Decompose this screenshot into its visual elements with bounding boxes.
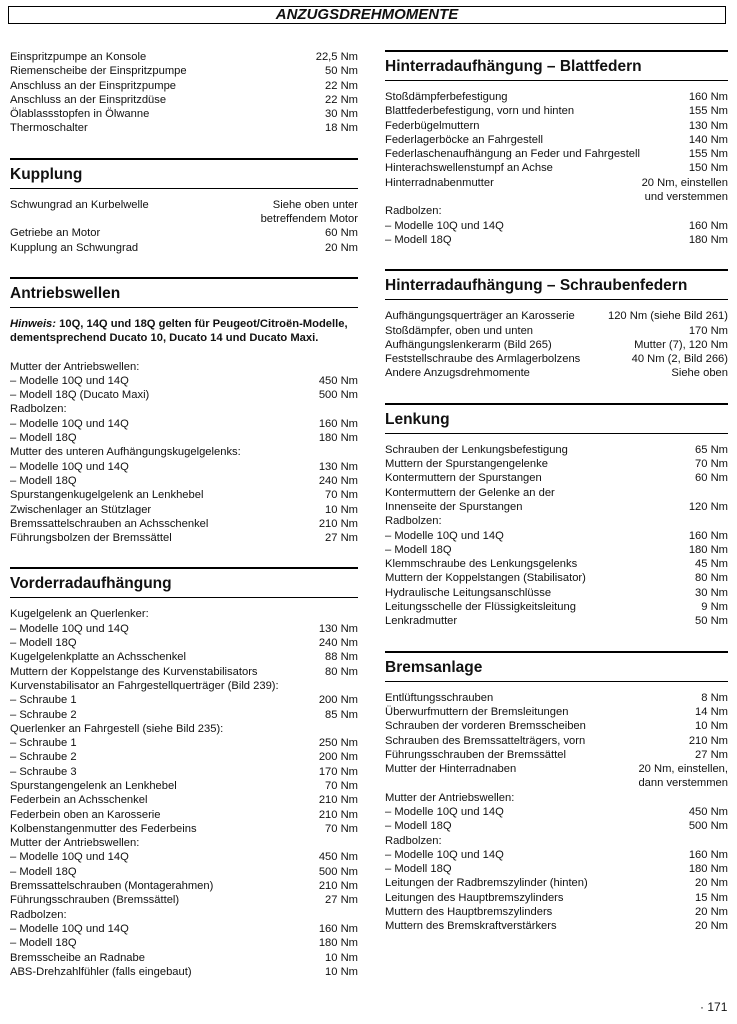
torque-row	[10, 388, 358, 402]
torque-label: – Modelle 10Q und 14Q	[10, 417, 129, 430]
torque-row	[10, 64, 358, 78]
torque-value: 18 Nm	[325, 122, 358, 135]
torque-row	[10, 879, 358, 893]
torque-row	[385, 734, 728, 748]
torque-row	[10, 650, 358, 664]
torque-row	[385, 614, 728, 628]
torque-label: Stoßdämpfer, oben und unten	[385, 324, 534, 337]
torque-row	[385, 104, 728, 118]
torque-label: – Modelle 10Q und 14Q	[10, 460, 129, 473]
torque-row	[385, 529, 728, 543]
torque-value: 155 Nm	[688, 148, 728, 161]
torque-value: 130 Nm	[318, 622, 358, 635]
torque-value: 160 Nm	[688, 529, 728, 542]
torque-row	[10, 722, 358, 736]
torque-label: Anschluss an der Einspritzdüse	[10, 93, 167, 106]
torque-row	[385, 219, 728, 233]
torque-row	[10, 679, 358, 693]
torque-label: Kontermuttern der Spurstangen	[385, 472, 542, 485]
torque-value: 210 Nm	[318, 808, 358, 821]
section-heading: Lenkung	[385, 403, 728, 434]
torque-value: 40 Nm (2, Bild 266)	[631, 353, 728, 366]
torque-section	[385, 269, 728, 380]
torque-row	[10, 374, 358, 388]
torque-value: 450 Nm	[318, 374, 358, 387]
torque-label: – Modelle 10Q und 14Q	[10, 622, 129, 635]
torque-label: Schwungrad an Kurbelwelle	[10, 198, 149, 211]
torque-label: – Modelle 10Q und 14Q	[385, 848, 504, 861]
torque-value: 170 Nm	[688, 324, 728, 337]
torque-row	[10, 665, 358, 679]
torque-row	[10, 488, 358, 502]
torque-label: – Modell 18Q	[10, 937, 77, 950]
torque-value: 10 Nm	[325, 503, 358, 516]
torque-value: 65 Nm	[695, 443, 728, 456]
torque-label: Federbein an Achsschenkel	[10, 794, 148, 807]
torque-label: Führungsschrauben der Bremssättel	[385, 748, 566, 761]
torque-row	[10, 908, 358, 922]
torque-label: – Modell 18Q	[385, 863, 452, 876]
section-heading: Hinterradaufhängung – Blattfedern	[385, 50, 728, 81]
torque-label: Aufhängungsquerträger an Karosserie	[385, 310, 575, 323]
torque-value: 9 Nm	[701, 601, 728, 614]
torque-row	[385, 762, 728, 791]
torque-row	[385, 876, 728, 890]
torque-row	[385, 133, 728, 147]
torque-value: 210 Nm	[318, 794, 358, 807]
torque-row	[385, 500, 728, 514]
page-title: ANZUGSDREHMOMENTE	[8, 6, 726, 24]
torque-value: 20 Nm	[695, 920, 728, 933]
torque-label: Bremsscheibe an Radnabe	[10, 951, 145, 964]
torque-value: 180 Nm	[318, 937, 358, 950]
torque-row	[385, 791, 728, 805]
section-heading: Vorderradaufhängung	[10, 567, 358, 598]
torque-value: 240 Nm	[318, 474, 358, 487]
torque-label: Radbolzen:	[385, 515, 442, 528]
torque-label: – Modelle 10Q und 14Q	[10, 374, 129, 387]
torque-row	[10, 107, 358, 121]
torque-value: 45 Nm	[695, 558, 728, 571]
torque-value: 450 Nm	[688, 805, 728, 818]
page-number-value: 171	[707, 1000, 728, 1014]
torque-row	[10, 474, 358, 488]
torque-label: Anschluss an der Einspritzpumpe	[10, 79, 177, 92]
torque-row	[385, 905, 728, 919]
torque-row	[10, 79, 358, 93]
torque-row	[10, 622, 358, 636]
torque-label: Andere Anzugsdrehmomente	[385, 367, 530, 380]
torque-row	[385, 600, 728, 614]
torque-label: Mutter der Antriebswellen:	[10, 360, 140, 373]
torque-value: 30 Nm	[325, 108, 358, 121]
torque-label: Federlagerböcke an Fahrgestell	[385, 133, 543, 146]
torque-label: Schrauben der vorderen Bremsscheiben	[385, 720, 586, 733]
torque-value: 150 Nm	[688, 162, 728, 175]
torque-value: 20 Nm, einstellen und verstemmen	[641, 176, 728, 204]
torque-value: 120 Nm	[688, 500, 728, 513]
torque-row	[10, 431, 358, 445]
torque-label: – Schraube 3	[10, 765, 77, 778]
torque-label: Riemenscheibe der Einspritzpumpe	[10, 65, 187, 78]
torque-label: Muttern des Hauptbremszylinders	[385, 906, 553, 919]
torque-row	[385, 338, 728, 352]
torque-value: 160 Nm	[688, 848, 728, 861]
torque-row	[385, 233, 728, 247]
torque-row	[10, 750, 358, 764]
torque-value: 27 Nm	[325, 894, 358, 907]
torque-row	[10, 607, 358, 621]
torque-label: Innenseite der Spurstangen	[385, 500, 523, 513]
torque-label: Muttern des Bremskraftverstärkers	[385, 920, 557, 933]
note-text: 10Q, 14Q und 18Q gelten für Peugeot/Citroën-Modelle, dementsprechend Ducato 10, Ducato 14 und Ducato Maxi.	[10, 317, 348, 345]
torque-value: 500 Nm	[318, 865, 358, 878]
torque-label: – Modell 18Q	[10, 474, 77, 487]
torque-label: Zwischenlager an Stützlager	[10, 503, 152, 516]
torque-value: 180 Nm	[688, 233, 728, 246]
torque-row	[385, 805, 728, 819]
section-heading: Hinterradaufhängung – Schraubenfedern	[385, 269, 728, 300]
torque-section	[10, 567, 358, 979]
torque-row	[385, 147, 728, 161]
torque-value: 500 Nm	[318, 389, 358, 402]
torque-value: 20 Nm, einstellen, dann verstemmen	[638, 763, 728, 790]
torque-row	[10, 822, 358, 836]
torque-value: 20 Nm	[325, 241, 358, 254]
torque-label: Stoßdämpferbefestigung	[385, 91, 508, 103]
torque-value: 210 Nm	[688, 734, 728, 747]
torque-row	[10, 765, 358, 779]
torque-row	[385, 557, 728, 571]
torque-label: – Modell 18Q	[385, 233, 452, 246]
torque-value: 180 Nm	[688, 863, 728, 876]
torque-label: – Schraube 2	[10, 708, 77, 721]
torque-section	[385, 403, 728, 629]
torque-row	[10, 198, 358, 227]
torque-label: Ölablassstopfen in Ölwanne	[10, 108, 150, 121]
torque-row	[10, 531, 358, 545]
torque-label: Mutter der Hinterradnaben	[385, 763, 517, 776]
torque-label: Kugelgelenk an Querlenker:	[10, 608, 149, 621]
torque-row	[385, 161, 728, 175]
torque-value: 10 Nm	[325, 951, 358, 964]
torque-label: Spurstangenkugelgelenk an Lenkhebel	[10, 489, 204, 502]
torque-label: Führungsbolzen der Bremssättel	[10, 532, 172, 545]
torque-value: 180 Nm	[318, 432, 358, 445]
torque-row	[385, 352, 728, 366]
torque-row	[385, 90, 728, 104]
torque-label: Muttern der Spurstangengelenke	[385, 458, 548, 471]
torque-label: Federlaschenaufhängung an Feder und Fahrgestell	[385, 148, 641, 161]
torque-row	[10, 865, 358, 879]
torque-label: Radbolzen:	[10, 403, 67, 416]
torque-row	[385, 324, 728, 338]
torque-value: 30 Nm	[695, 586, 728, 599]
torque-value: 22 Nm	[325, 79, 358, 92]
torque-row	[10, 517, 358, 531]
torque-row	[385, 891, 728, 905]
torque-row	[385, 176, 728, 205]
torque-row	[385, 834, 728, 848]
torque-label: – Modell 18Q	[10, 865, 77, 878]
torque-value: 8 Nm	[701, 691, 728, 704]
torque-value: 160 Nm	[688, 219, 728, 232]
torque-row	[10, 836, 358, 850]
torque-value: 85 Nm	[325, 708, 358, 721]
torque-label: Radbolzen:	[385, 205, 442, 218]
torque-label: Hinterradnabenmutter	[385, 176, 494, 189]
torque-label: Feststellschraube des Armlagerbolzens	[385, 353, 581, 366]
torque-value: 130 Nm	[318, 460, 358, 473]
torque-value: 500 Nm	[688, 820, 728, 833]
torque-label: Schrauben der Lenkungsbefestigung	[385, 443, 568, 456]
torque-row	[10, 93, 358, 107]
torque-label: Federbein oben an Karosserie	[10, 808, 161, 821]
torque-label: – Modell 18Q	[385, 820, 452, 833]
torque-row	[10, 417, 358, 431]
torque-section	[385, 50, 728, 247]
torque-label: Thermoschalter	[10, 122, 88, 135]
torque-value: 50 Nm	[695, 615, 728, 628]
torque-row	[10, 736, 358, 750]
torque-value: 155 Nm	[688, 105, 728, 118]
torque-label: Aufhängungslenkerarm (Bild 265)	[385, 338, 552, 351]
torque-value: 130 Nm	[688, 119, 728, 132]
torque-label: Lenkradmutter	[385, 615, 458, 628]
torque-label: Getriebe an Motor	[10, 227, 101, 240]
torque-label: Leitungen der Radbremszylinder (hinten)	[385, 877, 588, 890]
torque-value: 50 Nm	[325, 65, 358, 78]
torque-label: – Schraube 2	[10, 751, 77, 764]
torque-row	[10, 636, 358, 650]
torque-row	[385, 691, 728, 705]
note-label: Hinweis:	[10, 317, 57, 330]
torque-value: 240 Nm	[318, 637, 358, 650]
torque-label: Muttern der Koppelstangen (Stabilisator)	[385, 572, 586, 585]
torque-label: – Modell 18Q	[10, 432, 77, 445]
torque-label: Muttern der Koppelstange des Kurvenstabilisators	[10, 665, 258, 678]
torque-label: Leitungsschelle der Flüssigkeitsleitung	[385, 601, 576, 614]
torque-row	[385, 748, 728, 762]
right-column	[385, 50, 728, 956]
torque-label: Überwurfmuttern der Bremsleitungen	[385, 705, 569, 718]
torque-row	[10, 503, 358, 517]
torque-value: 70 Nm	[695, 458, 728, 471]
torque-section	[10, 50, 358, 136]
torque-section	[385, 651, 728, 934]
torque-row	[385, 514, 728, 528]
torque-row	[385, 705, 728, 719]
section-heading: Kupplung	[10, 158, 358, 189]
torque-value: 200 Nm	[318, 751, 358, 764]
torque-label: Einspritzpumpe an Konsole	[10, 51, 147, 63]
torque-row	[10, 850, 358, 864]
torque-row	[10, 779, 358, 793]
torque-value: Siehe oben unter betreffendem Motor	[260, 198, 358, 226]
torque-row	[10, 965, 358, 979]
torque-label: Bremssattelschrauben (Montagerahmen)	[10, 880, 214, 893]
torque-value: 27 Nm	[695, 748, 728, 761]
torque-row	[385, 204, 728, 218]
torque-row	[10, 445, 358, 459]
torque-label: – Modelle 10Q und 14Q	[385, 805, 504, 818]
torque-row	[385, 919, 728, 933]
torque-value: 160 Nm	[318, 922, 358, 935]
torque-row	[10, 922, 358, 936]
torque-value: 160 Nm	[318, 417, 358, 430]
torque-row	[10, 808, 358, 822]
torque-row	[385, 366, 728, 380]
torque-label: Blattfederbefestigung, vorn und hinten	[385, 105, 575, 118]
torque-value: 140 Nm	[688, 133, 728, 146]
torque-label: Spurstangengelenk an Lenkhebel	[10, 779, 177, 792]
torque-row	[10, 708, 358, 722]
torque-row	[385, 443, 728, 457]
torque-label: Kugelgelenkplatte an Achsschenkel	[10, 651, 187, 664]
torque-label: Federbügelmuttern	[385, 119, 480, 132]
torque-label: Klemmschraube des Lenkungsgelenks	[385, 558, 578, 571]
torque-value: 160 Nm	[688, 91, 728, 103]
torque-section	[10, 277, 358, 545]
torque-label: Kontermuttern der Gelenke an der	[385, 486, 555, 499]
torque-label: – Modell 18Q	[385, 543, 452, 556]
torque-value: 27 Nm	[325, 532, 358, 545]
torque-value: 120 Nm (siehe Bild 261)	[607, 310, 728, 323]
torque-value: 70 Nm	[325, 779, 358, 792]
torque-row	[10, 226, 358, 240]
torque-row	[385, 457, 728, 471]
torque-value: 200 Nm	[318, 694, 358, 707]
page-number: · 171	[700, 1000, 728, 1014]
torque-row	[10, 793, 358, 807]
torque-row	[385, 848, 728, 862]
torque-label: – Modell 18Q	[10, 637, 77, 650]
torque-row	[10, 50, 358, 64]
torque-value: 10 Nm	[695, 720, 728, 733]
torque-row	[385, 862, 728, 876]
torque-row	[385, 543, 728, 557]
torque-row	[385, 586, 728, 600]
torque-value: 88 Nm	[325, 651, 358, 664]
torque-label: Mutter der Antriebswellen:	[10, 837, 140, 850]
torque-label: Mutter des unteren Aufhängungskugelgelenks:	[10, 446, 241, 459]
torque-row	[385, 309, 728, 323]
torque-row	[10, 121, 358, 135]
torque-label: Kolbenstangenmutter des Federbeins	[10, 822, 197, 835]
torque-value: Mutter (7), 120 Nm	[634, 338, 728, 351]
torque-row	[385, 119, 728, 133]
torque-label: Leitungen des Hauptbremszylinders	[385, 891, 564, 904]
torque-label: Schrauben des Bremssattelträgers, vorn	[385, 734, 586, 747]
torque-value: 180 Nm	[688, 543, 728, 556]
torque-value: 70 Nm	[325, 489, 358, 502]
torque-value: 210 Nm	[318, 880, 358, 893]
torque-label: Hydraulische Leitungsanschlüsse	[385, 586, 552, 599]
torque-label: – Modelle 10Q und 14Q	[385, 529, 504, 542]
section-heading: Antriebswellen	[10, 277, 358, 308]
torque-value: 80 Nm	[695, 572, 728, 585]
torque-value: 10 Nm	[325, 965, 358, 978]
torque-value: 14 Nm	[695, 705, 728, 718]
torque-value: 60 Nm	[695, 472, 728, 485]
torque-row	[10, 402, 358, 416]
torque-value: 20 Nm	[695, 906, 728, 919]
torque-label: Hinterachswellenstumpf an Achse	[385, 162, 553, 175]
torque-value: 170 Nm	[318, 765, 358, 778]
section-heading: Bremsanlage	[385, 651, 728, 682]
torque-row	[385, 571, 728, 585]
torque-label: – Modelle 10Q und 14Q	[10, 922, 129, 935]
torque-row	[10, 693, 358, 707]
torque-row	[10, 360, 358, 374]
torque-value: 250 Nm	[318, 737, 358, 750]
torque-label: Radbolzen:	[10, 908, 67, 921]
torque-value: 210 Nm	[318, 517, 358, 530]
torque-value: 60 Nm	[325, 227, 358, 240]
torque-value: Siehe oben	[671, 367, 728, 380]
torque-value: 450 Nm	[318, 851, 358, 864]
torque-label: Kupplung an Schwungrad	[10, 241, 139, 254]
torque-label: Querlenker an Fahrgestell (siehe Bild 235):	[10, 722, 224, 735]
torque-section	[10, 158, 358, 255]
left-column	[10, 50, 358, 1001]
torque-value: 80 Nm	[325, 665, 358, 678]
torque-label: – Modell 18Q (Ducato Maxi)	[10, 389, 150, 402]
torque-label: – Schraube 1	[10, 737, 77, 750]
torque-label: – Schraube 1	[10, 694, 77, 707]
torque-row	[385, 819, 728, 833]
torque-value: 15 Nm	[695, 891, 728, 904]
torque-value: 20 Nm	[695, 877, 728, 890]
torque-row	[385, 471, 728, 485]
torque-label: – Modelle 10Q und 14Q	[10, 851, 129, 864]
torque-row	[385, 486, 728, 500]
section-note	[10, 317, 358, 346]
torque-label: Kurvenstabilisator an Fahrgestellquerträger (Bild 239):	[10, 679, 279, 692]
torque-row	[10, 936, 358, 950]
torque-row	[385, 719, 728, 733]
torque-value: 70 Nm	[325, 822, 358, 835]
torque-row	[10, 241, 358, 255]
torque-value: 22 Nm	[325, 93, 358, 106]
torque-label: Radbolzen:	[385, 834, 442, 847]
torque-label: Führungsschrauben (Bremssättel)	[10, 894, 180, 907]
torque-row	[10, 951, 358, 965]
torque-label: Mutter der Antriebswellen:	[385, 791, 515, 804]
torque-label: Entlüftungsschrauben	[385, 691, 494, 704]
torque-row	[10, 893, 358, 907]
torque-label: – Modelle 10Q und 14Q	[385, 219, 504, 232]
torque-value: 22,5 Nm	[315, 51, 358, 63]
torque-label: ABS-Drehzahlfühler (falls eingebaut)	[10, 965, 192, 978]
torque-label: Bremssattelschrauben an Achsschenkel	[10, 517, 209, 530]
torque-row	[10, 460, 358, 474]
